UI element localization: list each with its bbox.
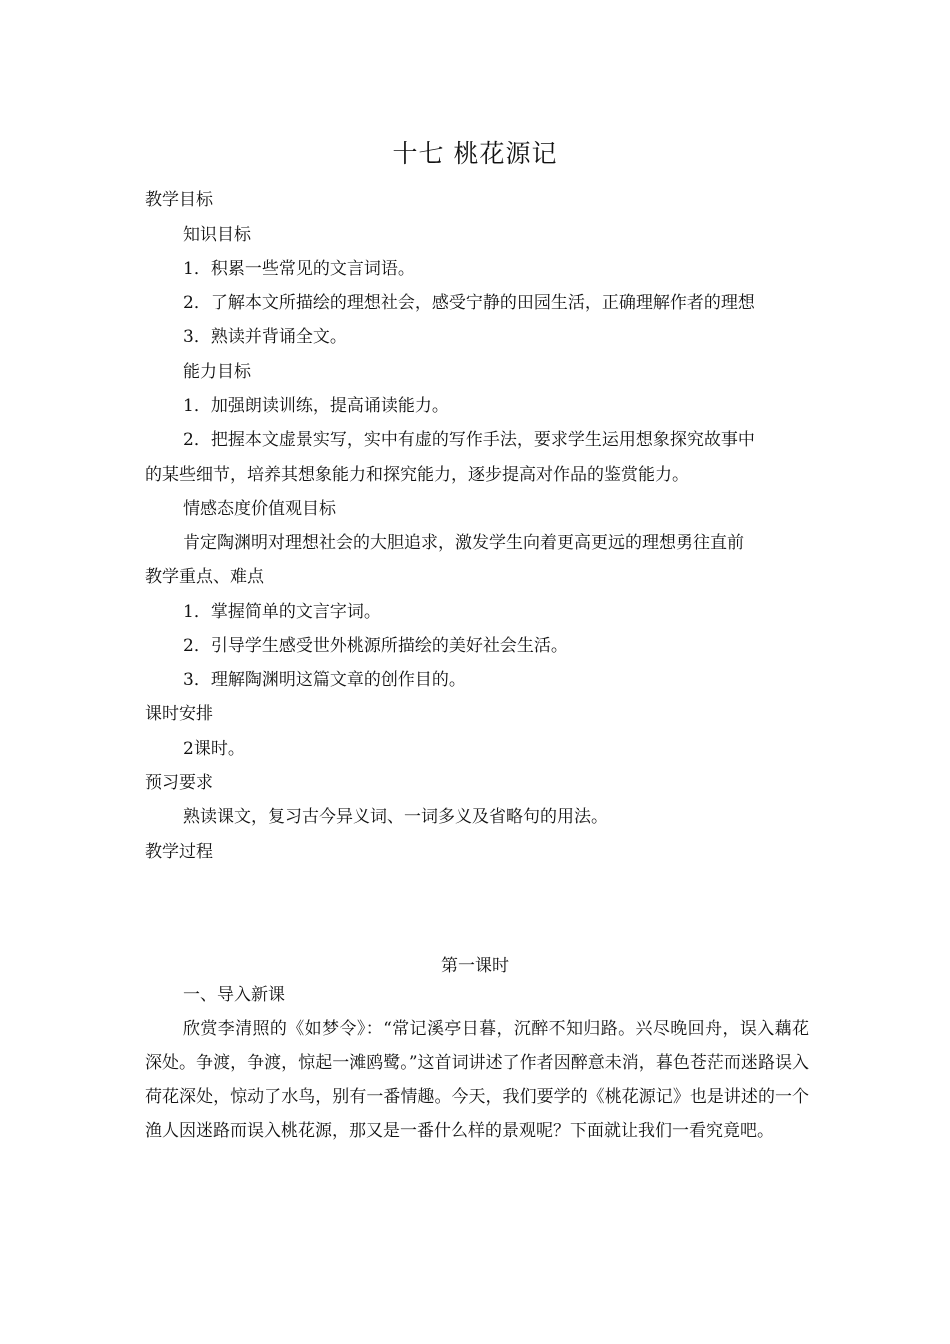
list-item-continuation: 的某些细节，培养其想象能力和探究能力，逐步提高对作品的鉴赏能力。 — [145, 465, 689, 485]
list-item: 2．引导学生感受世外桃源所描绘的美好社会生活。 — [183, 636, 568, 656]
heading-teaching-goals: 教学目标 — [145, 190, 213, 210]
list-item: 1．掌握简单的文言字词。 — [183, 602, 381, 622]
list-item: 1．加强朗读训练，提高诵读能力。 — [183, 396, 449, 416]
body-text: 熟读课文，复习古今异义词、一词多义及省略句的用法。 — [183, 807, 608, 827]
intro-paragraph-text: 欣赏李清照的《如梦令》：“常记溪亭日暮，沉醉不知归路。兴尽晚回舟，误入藕花深处。争渡，争渡，惊起一滩鸥鹭。”这首词讲述了作者因醉意未消，暮色苍茫而迷路误入荷花深处，惊动了水鸟，别有一番情趣。今天，我们要学的《桃花源记》也是讲述的一个渔人因迷路而误入桃花源，那又是一番什么样的景观呢？下面就让我们一看究竟吧。 — [145, 1019, 809, 1141]
list-item: 3．熟读并背诵全文。 — [183, 327, 347, 347]
body-text: 肯定陶渊明对理想社会的大胆追求，激发学生向着更高更远的理想勇往直前 — [183, 533, 744, 553]
list-item: 3．理解陶渊明这篇文章的创作目的。 — [183, 670, 466, 690]
heading-key-points: 教学重点、难点 — [145, 567, 264, 587]
subheading-ability-goals: 能力目标 — [183, 362, 251, 382]
section-heading: 一、导入新课 — [183, 985, 285, 1005]
intro-paragraph — [145, 1012, 809, 1148]
list-item: 2．把握本文虚景实写，实中有虚的写作手法，要求学生运用想象探究故事中 — [183, 430, 755, 450]
subheading-attitude-goals: 情感态度价值观目标 — [183, 499, 336, 519]
document-title: 十七 桃花源记 — [392, 139, 558, 168]
heading-preview: 预习要求 — [145, 773, 213, 793]
lesson-heading: 第一课时 — [441, 956, 509, 976]
heading-schedule: 课时安排 — [145, 704, 213, 724]
subheading-knowledge-goals: 知识目标 — [183, 225, 251, 245]
heading-process: 教学过程 — [145, 842, 213, 862]
list-item: 2．了解本文所描绘的理想社会，感受宁静的田园生活，正确理解作者的理想 — [183, 293, 755, 313]
body-text: 2课时。 — [183, 739, 245, 759]
list-item: 1．积累一些常见的文言词语。 — [183, 259, 415, 279]
